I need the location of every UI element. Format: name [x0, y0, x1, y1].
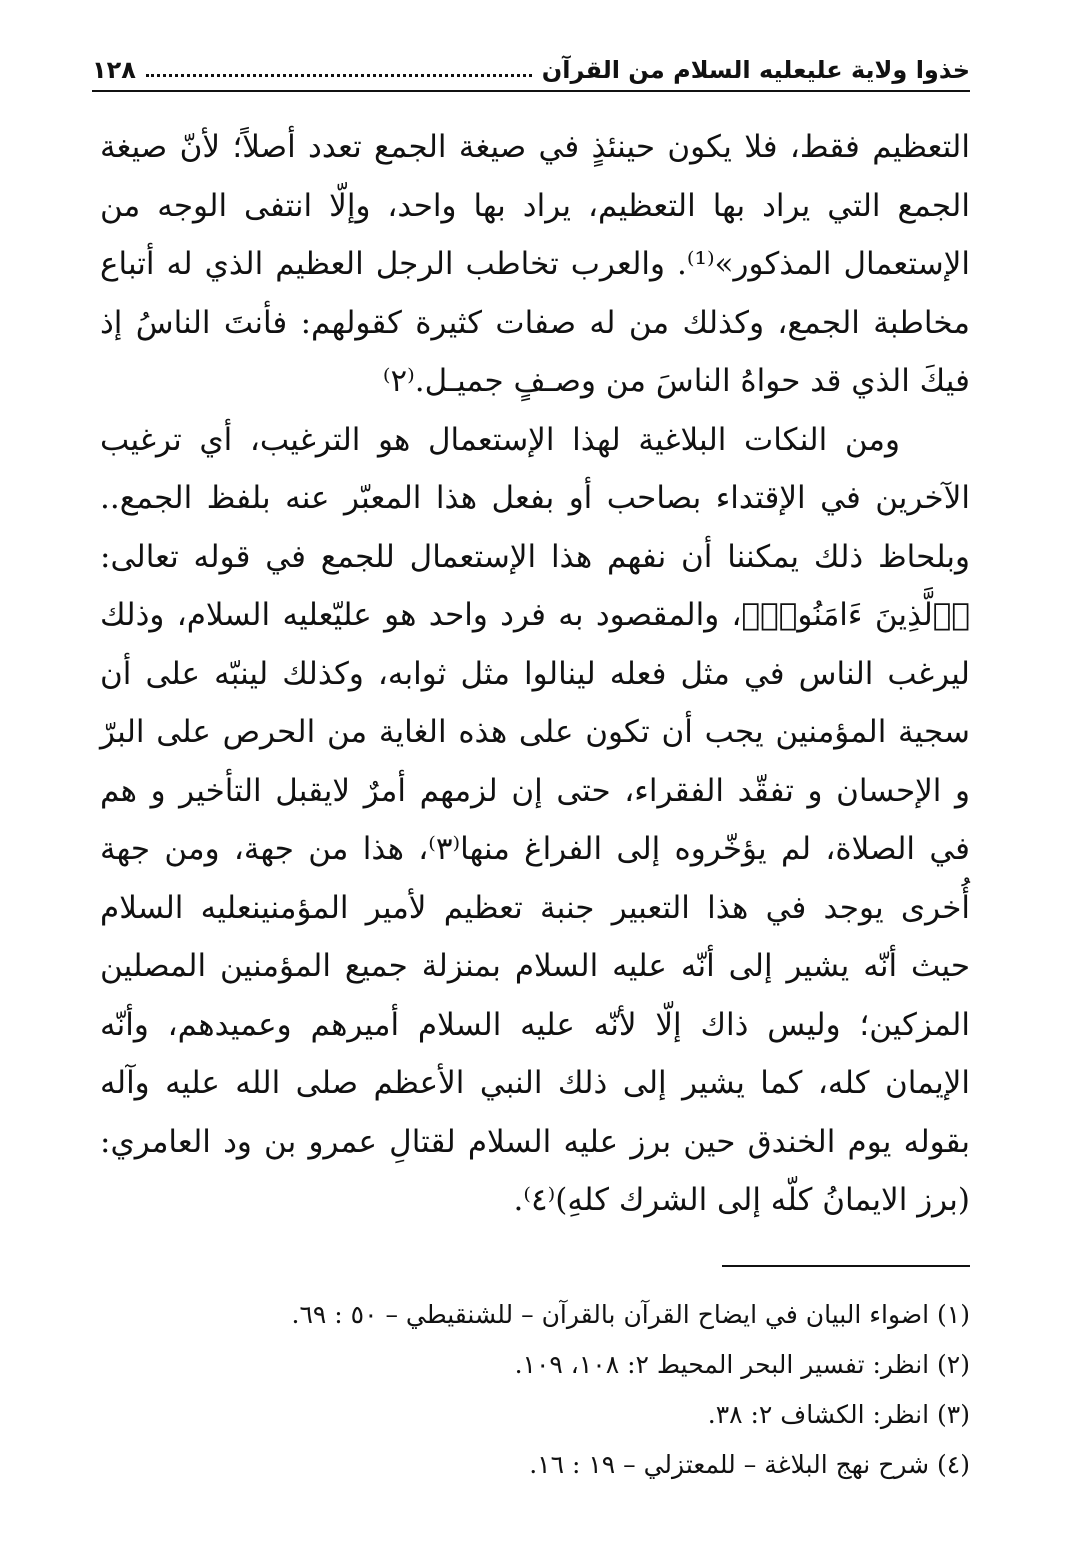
footnote-3: (٣) انظر: الكشاف ٢: ٣٨. — [707, 1400, 970, 1429]
footnote-1: (١) اضواء البيان في ايضاح القرآن بالقرآن – للشنقيطي – ٥٠ : ٦٩. — [291, 1300, 970, 1329]
running-title: خذوا ولاية عليعليه السلام من القرآن — [541, 56, 970, 84]
footnote-separator — [722, 1265, 970, 1267]
running-header — [92, 44, 970, 92]
body-text — [100, 118, 970, 1230]
footnote-2: (٢) انظر: تفسير البحر المحيط ٢: ١٠٨، ١٠٩. — [514, 1350, 970, 1379]
page-number: ١٢٨ — [92, 56, 136, 84]
footnotes — [100, 1290, 970, 1490]
dotted-leader — [146, 73, 532, 77]
footnote-4: (٤) شرح نهج البلاغة – للمعتزلي – ١٩ : ١٦. — [529, 1450, 970, 1479]
paragraph-continued: التعظيم فقط، فلا يكون حينئذٍ في صيغة الجمع تعدد أصلاً؛ لأنّ صيغة الجمع التي يراد بها التعظيم، يراد بها واحد، وإلّا انتفى الوجه من الإستعمال المذكور»⁽¹⁾. والعرب تخاطب الرجل العظيم الذي له أتباع مخاطبة الجمع، وكذلك من له صفات كثيرة كقولهم: فأنتَ الناسُ إذ فيكَ الذي قد حواهُ الناسَ من وصـفٍ جميـل.⁽٢⁾ — [100, 129, 970, 399]
paragraph-rhetorical-points: ومن النكات البلاغية لهذا الإستعمال هو الترغيب، أي ترغيب الآخرين في الإقتداء بصاحب أو بفعل هذا المعبّر عنه بلفظ الجمع.. وبلحاظ ذلك يمكننا أن نفهم هذا الإستعمال للجمع في قوله تعالى: ﴿ٱلَّذِينَ ءَامَنُوا۟﴾، والمقصود به فرد واحد هو عليّعليه السلام، وذلك ليرغب الناس في مثل فعله لينالوا مثل ثوابه، وكذلك لينبّه على أن سجية المؤمنين يجب أن تكون على هذه الغاية من الحرص على البرّ و الإحسان و تفقّد الفقراء، حتى إن لزمهم أمرٌ لايقبل التأخير و هم في الصلاة، لم يؤخّروه إلى الفراغ منها⁽٣⁾، هذا من جهة، ومن جهة أُخرى يوجد في هذا التعبير جنبة تعظيم لأمير المؤمنينعليه السلام حيث أنّه يشير إلى أنّه عليه السلام بمنزلة جميع المؤمنين المصلين المزكين؛ وليس ذاك إلّا لأنّه عليه السلام أميرهم وعميدهم، وأنّه الإيمان كله، كما يشير إلى ذلك النبي الأعظم صلى الله عليه وآله بقوله يوم الخندق حين برز عليه السلام لقتالِ عمرو بن ود العامري: (برز الايمانُ كلّه إلى الشرك كلهِ)⁽٤⁾. — [100, 421, 970, 1218]
